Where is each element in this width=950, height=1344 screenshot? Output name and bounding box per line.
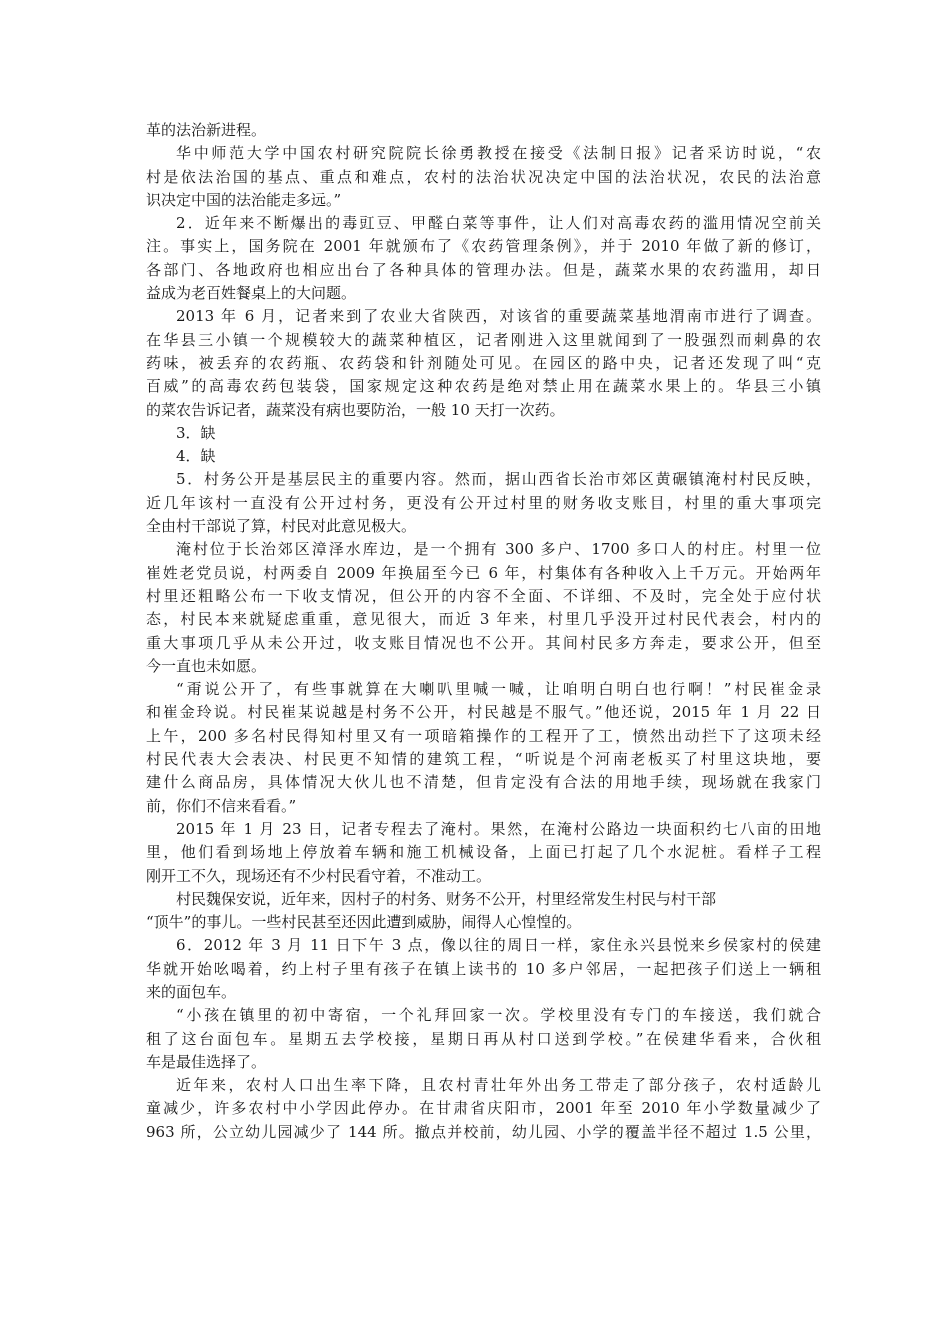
text-line: 来的面包车。 [146, 982, 237, 1001]
text-line: 和崔金玲说。村民崔某说越是村务不公开，村民越是不服气。”他还说，2015 年 1 月 22 日 [146, 703, 821, 722]
text-line: 童减少，许多农村中小学因此停办。在甘肃省庆阳市，2001 年至 2010 年小学数量减少了 [146, 1099, 821, 1118]
text-line: 的菜农告诉记者，蔬菜没有病也要防治，一般 10 天打一次药。 [146, 400, 565, 419]
text-line: “甭说公开了，有些事就算在大喇叭里喊一喊，让咱明白明白也行啊！”村民崔金录 [176, 680, 821, 699]
text-line: 里，他们看到场地上停放着车辆和施工机械设备，上面已打起了几个水泥桩。看样子工程 [146, 843, 821, 862]
text-line: 2013 年 6 月，记者来到了农业大省陕西，对该省的重要蔬菜基地渭南市进行了调查。 [176, 307, 821, 326]
text-line: 6．2012 年 3 月 11 日下午 3 点，像以往的周日一样，家住永兴县悦来乡侯家村的侯建 [176, 936, 821, 955]
text-line: 刚开工不久，现场还有不少村民看守着，不准动工。 [146, 866, 492, 885]
text-line: 近几年该村一直没有公开过村务，更没有公开过村里的财务收支账目，村里的重大事项完 [146, 493, 821, 512]
body-text [146, 119, 821, 1144]
text-line: 重大事项几乎从未公开过，收支账目情况也不公开。其间村民多方奔走，要求公开，但至 [146, 633, 821, 652]
text-line: 车是最佳选择了。 [146, 1052, 267, 1071]
text-line: 上午，200 多名村民得知村里又有一项暗箱操作的工程开了工，愤然出动拦下了这项未经 [146, 726, 821, 745]
text-line: 各部门、各地政府也相应出台了各种具体的管理办法。但是，蔬菜水果的农药滥用，却日 [146, 260, 821, 279]
text-line: 今一直也未如愿。 [146, 656, 267, 675]
text-line: 注。事实上，国务院在 2001 年就颁布了《农药管理条例》，并于 2010 年做了新的修订， [146, 237, 821, 256]
text-line: 全由村干部说了算，村民对此意见极大。 [146, 517, 417, 536]
text-line: 态，村民本来就疑虑重重，意见很大，而近 3 年来，村里几乎没开过村民代表会，村内的 [146, 610, 821, 629]
text-line: 百威”的高毒农药包装袋，国家规定这种农药是绝对禁止用在蔬菜水果上的。华县三小镇 [146, 377, 821, 396]
text-line: 华就开始吆喝着，约上村子里有孩子在镇上读书的 10 多户邻居，一起把孩子们送上一辆租 [146, 959, 821, 978]
text-line: 淹村位于长治郊区漳泽水库边，是一个拥有 300 多户、1700 多口人的村庄。村里一位 [176, 540, 821, 559]
text-line: 4．缺 [176, 447, 216, 466]
text-line: 在华县三小镇一个规模较大的蔬菜种植区，记者刚进入这里就闻到了一股强烈而刺鼻的农 [146, 330, 821, 349]
text-line: 2．近年来不断爆出的毒豇豆、甲醛白菜等事件，让人们对高毒农药的滥用情况空前关 [176, 214, 821, 233]
text-line: 崔姓老党员说，村两委自 2009 年换届至今已 6 年，村集体有各种收入上千万元。开始两年 [146, 563, 821, 582]
text-line: 识决定中国的法治能走多远。” [146, 190, 342, 209]
text-line: 963 所，公立幼儿园减少了 144 所。撤点并校前，幼儿园、小学的覆盖半径不超过 1.5 公里， [146, 1122, 821, 1141]
text-line: 3．缺 [176, 423, 216, 442]
text-line: 益成为老百姓餐桌上的大问题。 [146, 284, 357, 303]
text-line: 租了这台面包车。星期五去学校接，星期日再从村口送到学校。”在侯建华看来，合伙租 [146, 1029, 821, 1048]
text-line: 建什么商品房，具体情况大伙儿也不清楚，但肯定没有合法的用地手续，现场就在我家门 [146, 773, 821, 792]
text-line: 村民魏保安说，近年来，因村子的村务、财务不公开，村里经常发生村民与村干部 [176, 889, 717, 908]
text-line: 2015 年 1 月 23 日，记者专程去了淹村。果然，在淹村公路边一块面积约七八亩的田地 [176, 819, 821, 838]
text-line: 华中师范大学中国农村研究院院长徐勇教授在接受《法制日报》记者采访时说，“农 [176, 144, 821, 163]
text-line: 药味，被丢弃的农药瓶、农药袋和针剂随处可见。在园区的路中央，记者还发现了叫“克 [146, 353, 821, 372]
text-line: 前，你们不信来看看。” [146, 796, 297, 815]
text-line: “顶牛”的事儿。一些村民甚至还因此遭到威胁，闹得人心惶惶的。 [146, 913, 582, 932]
text-line: 村民代表大会表决、村民更不知情的建筑工程，“听说是个河南老板买了村里这块地，要 [146, 750, 821, 769]
text-line: 村里还粗略公布一下收支情况，但公开的内容不全面、不详细、不及时，完全处于应付状 [146, 586, 821, 605]
text-line: 近年来，农村人口出生率下降，且农村青壮年外出务工带走了部分孩子，农村适龄儿 [176, 1076, 821, 1095]
text-line: “小孩在镇里的初中寄宿，一个礼拜回家一次。学校里没有专门的车接送，我们就合 [176, 1006, 821, 1025]
text-line: 村是依法治国的基点、重点和难点，农村的法治状况决定中国的法治状况，农民的法治意 [146, 167, 821, 186]
text-line: 革的法治新进程。 [146, 121, 267, 139]
text-line: 5．村务公开是基层民主的重要内容。然而，据山西省长治市郊区黄碾镇淹村村民反映， [176, 470, 821, 489]
